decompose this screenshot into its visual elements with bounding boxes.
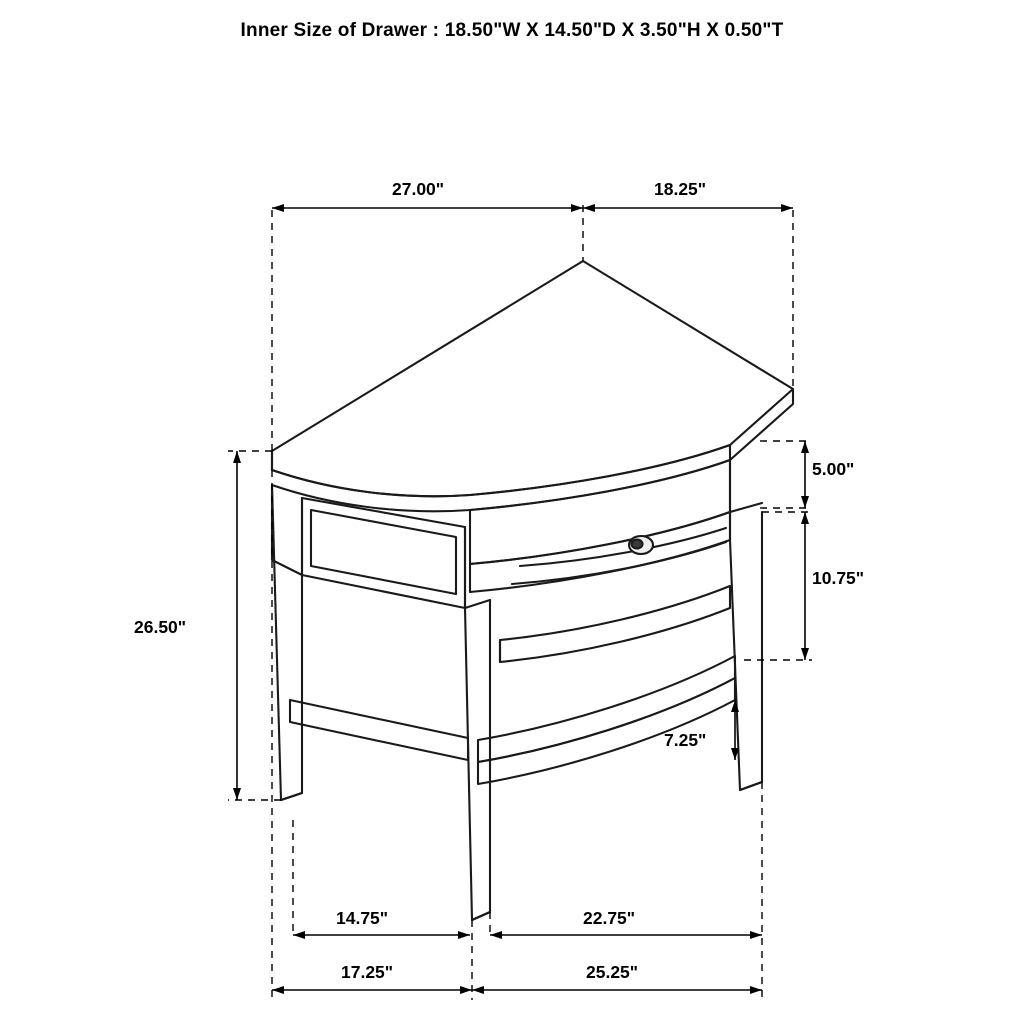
dimension-label-top-to-drawer: 5.00" xyxy=(812,459,855,479)
dimension-label-base-left-inner: 14.75" xyxy=(336,908,389,928)
dimension-label-base-right-outer: 25.25" xyxy=(586,962,639,982)
dimension-label-top-left-width: 27.00" xyxy=(392,179,445,199)
dimension-label-base-right-inner: 22.75" xyxy=(583,908,636,928)
dimension-lines xyxy=(228,204,812,1000)
dimension-label-drawer-to-shelf: 10.75" xyxy=(812,568,865,588)
dimension-label-shelf-to-floor: 7.25" xyxy=(664,730,707,750)
drawer-front xyxy=(470,460,730,592)
dimension-label-base-left-outer: 17.25" xyxy=(341,962,394,982)
drawer-knob xyxy=(629,536,653,554)
table-top xyxy=(272,261,793,511)
dimension-label-overall-height: 26.50" xyxy=(134,617,187,637)
lower-shelf xyxy=(290,586,735,784)
page-title: Inner Size of Drawer : 18.50"W X 14.50"D X 3.50"H X 0.50"T xyxy=(240,20,784,41)
dimension-label-top-right-width: 18.25" xyxy=(654,179,707,199)
